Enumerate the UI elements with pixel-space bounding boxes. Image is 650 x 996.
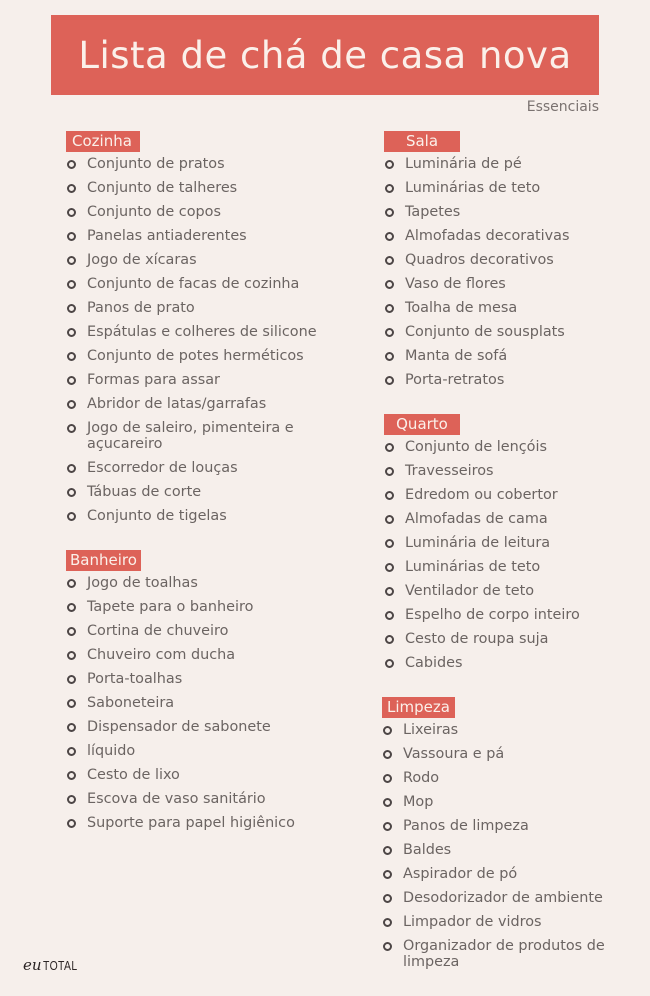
page-title: Lista de chá de casa nova xyxy=(78,33,572,77)
checklist-item-label: Lixeiras xyxy=(403,722,459,738)
checklist-item xyxy=(382,722,624,738)
checklist-item xyxy=(382,842,624,858)
circle-bullet-icon xyxy=(383,774,392,783)
checklist-item xyxy=(384,180,624,196)
checklist-item-label: Vassoura e pá xyxy=(403,746,505,762)
checklist-quarto xyxy=(384,439,624,671)
checklist-item-label: Porta-retratos xyxy=(405,372,505,388)
circle-bullet-icon xyxy=(383,918,392,927)
checklist-item xyxy=(66,508,336,524)
checklist-item-label: Conjunto de facas de cozinha xyxy=(87,276,300,292)
checklist-item-label: Luminárias de teto xyxy=(405,180,541,196)
circle-bullet-icon xyxy=(385,376,394,385)
checklist-item xyxy=(66,156,336,172)
checklist-item xyxy=(384,228,624,244)
checklist-item-label: Jogo de toalhas xyxy=(87,575,198,591)
checklist-item xyxy=(384,348,624,364)
circle-bullet-icon xyxy=(385,184,394,193)
checklist-item xyxy=(66,767,336,783)
circle-bullet-icon xyxy=(67,603,76,612)
section-limpeza xyxy=(382,697,624,970)
checklist-item-label: Conjunto de tigelas xyxy=(87,508,227,524)
circle-bullet-icon xyxy=(67,488,76,497)
checklist-item xyxy=(66,420,336,452)
section-cozinha xyxy=(66,131,336,524)
circle-bullet-icon xyxy=(67,675,76,684)
left-column xyxy=(66,131,336,857)
checklist-item-label: Conjunto de lençóis xyxy=(405,439,547,455)
checklist-item-label: Conjunto de talheres xyxy=(87,180,238,196)
checklist-item xyxy=(66,300,336,316)
circle-bullet-icon xyxy=(385,160,394,169)
checklist-item xyxy=(384,463,624,479)
checklist-item-label: Edredom ou cobertor xyxy=(405,487,558,503)
checklist-item-label: Jogo de xícaras xyxy=(87,252,197,268)
circle-bullet-icon xyxy=(385,491,394,500)
circle-bullet-icon xyxy=(385,256,394,265)
checklist-item-label: Suporte para papel higiênico xyxy=(87,815,295,831)
checklist-item xyxy=(384,276,624,292)
circle-bullet-icon xyxy=(67,424,76,433)
checklist-item-label: Conjunto de copos xyxy=(87,204,221,220)
checklist-item-label: Almofadas de cama xyxy=(405,511,548,527)
circle-bullet-icon xyxy=(385,280,394,289)
checklist-item-label: Conjunto de sousplats xyxy=(405,324,565,340)
circle-bullet-icon xyxy=(67,400,76,409)
checklist-item-label: Organizador de produtos de limpeza xyxy=(403,938,605,970)
circle-bullet-icon xyxy=(67,208,76,217)
circle-bullet-icon xyxy=(67,464,76,473)
checklist-item-label: Cortina de chuveiro xyxy=(87,623,229,639)
checklist-sala xyxy=(384,156,624,388)
checklist-item-label: Conjunto de potes herméticos xyxy=(87,348,304,364)
brand-logo xyxy=(23,956,86,974)
checklist-item xyxy=(384,156,624,172)
circle-bullet-icon xyxy=(383,726,392,735)
checklist-item-label: Panelas antiaderentes xyxy=(87,228,247,244)
checklist-item-label: Chuveiro com ducha xyxy=(87,647,236,663)
circle-bullet-icon xyxy=(383,750,392,759)
checklist-item-label: Panos de limpeza xyxy=(403,818,529,834)
circle-bullet-icon xyxy=(67,723,76,732)
circle-bullet-icon xyxy=(67,352,76,361)
circle-bullet-icon xyxy=(67,304,76,313)
checklist-item xyxy=(382,938,624,970)
section-label-banheiro: Banheiro xyxy=(66,550,141,571)
checklist-item xyxy=(382,746,624,762)
circle-bullet-icon xyxy=(385,587,394,596)
checklist-item xyxy=(382,818,624,834)
checklist-item-label: Aspirador de pó xyxy=(403,866,518,882)
checklist-item-label: Travesseiros xyxy=(405,463,494,479)
checklist-item xyxy=(384,324,624,340)
checklist-item xyxy=(384,631,624,647)
checklist-item-label: Saboneteira xyxy=(87,695,175,711)
checklist-item-label: Escova de vaso sanitário xyxy=(87,791,266,807)
checklist-item xyxy=(66,791,336,807)
circle-bullet-icon xyxy=(383,822,392,831)
checklist-item xyxy=(66,815,336,831)
checklist-item-label: Rodo xyxy=(403,770,440,786)
circle-bullet-icon xyxy=(385,611,394,620)
circle-bullet-icon xyxy=(383,870,392,879)
circle-bullet-icon xyxy=(385,304,394,313)
circle-bullet-icon xyxy=(385,659,394,668)
checklist-item-label: Desodorizador de ambiente xyxy=(403,890,603,906)
circle-bullet-icon xyxy=(385,443,394,452)
checklist-item xyxy=(66,204,336,220)
checklist-item xyxy=(66,252,336,268)
checklist-item-label: Porta-toalhas xyxy=(87,671,183,687)
circle-bullet-icon xyxy=(67,747,76,756)
circle-bullet-icon xyxy=(385,563,394,572)
checklist-item xyxy=(384,559,624,575)
checklist-item xyxy=(384,607,624,623)
checklist-item-label: Mop xyxy=(403,794,434,810)
checklist-item-label: Tábuas de corte xyxy=(87,484,202,500)
circle-bullet-icon xyxy=(385,352,394,361)
circle-bullet-icon xyxy=(67,376,76,385)
circle-bullet-icon xyxy=(67,256,76,265)
circle-bullet-icon xyxy=(67,232,76,241)
checklist-item xyxy=(384,204,624,220)
section-banheiro xyxy=(66,550,336,831)
circle-bullet-icon xyxy=(67,651,76,660)
checklist-item-label: Tapete para o banheiro xyxy=(87,599,254,615)
circle-bullet-icon xyxy=(383,942,392,951)
checklist-banheiro xyxy=(66,575,336,831)
checklist-item-label: Dispensador de sabonete xyxy=(87,719,271,735)
circle-bullet-icon xyxy=(383,798,392,807)
circle-bullet-icon xyxy=(385,635,394,644)
checklist-item xyxy=(382,914,624,930)
checklist-item xyxy=(66,671,336,687)
checklist-item-label: Limpador de vidros xyxy=(403,914,542,930)
checklist-item xyxy=(384,252,624,268)
checklist-item-label: Panos de prato xyxy=(87,300,195,316)
checklist-item-label: Ventilador de teto xyxy=(405,583,535,599)
circle-bullet-icon xyxy=(67,819,76,828)
checklist-item xyxy=(66,743,336,759)
circle-bullet-icon xyxy=(383,846,392,855)
logo-caps: TOTAL xyxy=(42,958,78,973)
checklist-item xyxy=(66,372,336,388)
checklist-item-label: Baldes xyxy=(403,842,452,858)
checklist-cozinha xyxy=(66,156,336,524)
checklist-item xyxy=(384,300,624,316)
checklist-item xyxy=(384,372,624,388)
circle-bullet-icon xyxy=(385,232,394,241)
page-subtitle: Essenciais xyxy=(526,99,599,115)
checklist-item xyxy=(66,575,336,591)
checklist-item xyxy=(66,695,336,711)
checklist-item xyxy=(384,439,624,455)
title-banner xyxy=(51,15,599,95)
section-label-cozinha: Cozinha xyxy=(66,131,140,152)
checklist-item-label: Toalha de mesa xyxy=(405,300,518,316)
checklist-item xyxy=(384,583,624,599)
checklist-item-label: Manta de sofá xyxy=(405,348,508,364)
checklist-item xyxy=(66,647,336,663)
circle-bullet-icon xyxy=(385,328,394,337)
circle-bullet-icon xyxy=(67,328,76,337)
right-column xyxy=(384,131,624,996)
section-label-limpeza: Limpeza xyxy=(382,697,455,718)
circle-bullet-icon xyxy=(385,208,394,217)
checklist-item-label: Formas para assar xyxy=(87,372,220,388)
circle-bullet-icon xyxy=(67,184,76,193)
section-sala xyxy=(384,131,624,388)
circle-bullet-icon xyxy=(67,160,76,169)
circle-bullet-icon xyxy=(67,795,76,804)
checklist-item-label: Luminária de pé xyxy=(405,156,522,172)
checklist-item xyxy=(66,460,336,476)
checklist-item xyxy=(384,511,624,527)
checklist-item-label: Luminária de leitura xyxy=(405,535,551,551)
checklist-item xyxy=(382,794,624,810)
checklist-item-label: Cabides xyxy=(405,655,463,671)
circle-bullet-icon xyxy=(67,771,76,780)
checklist-item-label: Espelho de corpo inteiro xyxy=(405,607,580,623)
checklist-item xyxy=(66,180,336,196)
checklist-item xyxy=(66,484,336,500)
section-label-quarto: Quarto xyxy=(384,414,460,435)
checklist-item xyxy=(384,655,624,671)
checklist-item-label: Cesto de lixo xyxy=(87,767,180,783)
circle-bullet-icon xyxy=(383,894,392,903)
checklist-item xyxy=(66,324,336,340)
circle-bullet-icon xyxy=(385,539,394,548)
circle-bullet-icon xyxy=(67,280,76,289)
circle-bullet-icon xyxy=(67,627,76,636)
checklist-item xyxy=(66,599,336,615)
checklist-item xyxy=(382,770,624,786)
checklist-item xyxy=(66,396,336,412)
checklist-item xyxy=(66,623,336,639)
checklist-item-label: líquido xyxy=(87,743,136,759)
checklist-item xyxy=(66,276,336,292)
circle-bullet-icon xyxy=(67,512,76,521)
checklist-item-label: Jogo de saleiro, pimenteira e açucareiro xyxy=(87,420,294,452)
circle-bullet-icon xyxy=(67,699,76,708)
checklist-item-label: Conjunto de pratos xyxy=(87,156,225,172)
checklist-item-label: Almofadas decorativas xyxy=(405,228,570,244)
checklist-item xyxy=(384,535,624,551)
checklist-item xyxy=(384,487,624,503)
checklist-item-label: Abridor de latas/garrafas xyxy=(87,396,267,412)
circle-bullet-icon xyxy=(67,579,76,588)
logo-script: eu xyxy=(23,956,42,974)
checklist-item-label: Tapetes xyxy=(405,204,461,220)
checklist-item-label: Espátulas e colheres de silicone xyxy=(87,324,317,340)
checklist-item-label: Vaso de flores xyxy=(405,276,506,292)
checklist-limpeza xyxy=(382,722,624,970)
checklist-item xyxy=(66,719,336,735)
checklist-item-label: Escorredor de louças xyxy=(87,460,238,476)
section-quarto xyxy=(384,414,624,671)
circle-bullet-icon xyxy=(385,467,394,476)
section-label-sala: Sala xyxy=(384,131,460,152)
checklist-item-label: Quadros decorativos xyxy=(405,252,554,268)
checklist-item xyxy=(66,348,336,364)
checklist-item xyxy=(382,866,624,882)
checklist-item-label: Luminárias de teto xyxy=(405,559,541,575)
checklist-item xyxy=(382,890,624,906)
checklist-item xyxy=(66,228,336,244)
circle-bullet-icon xyxy=(385,515,394,524)
checklist-item-label: Cesto de roupa suja xyxy=(405,631,549,647)
